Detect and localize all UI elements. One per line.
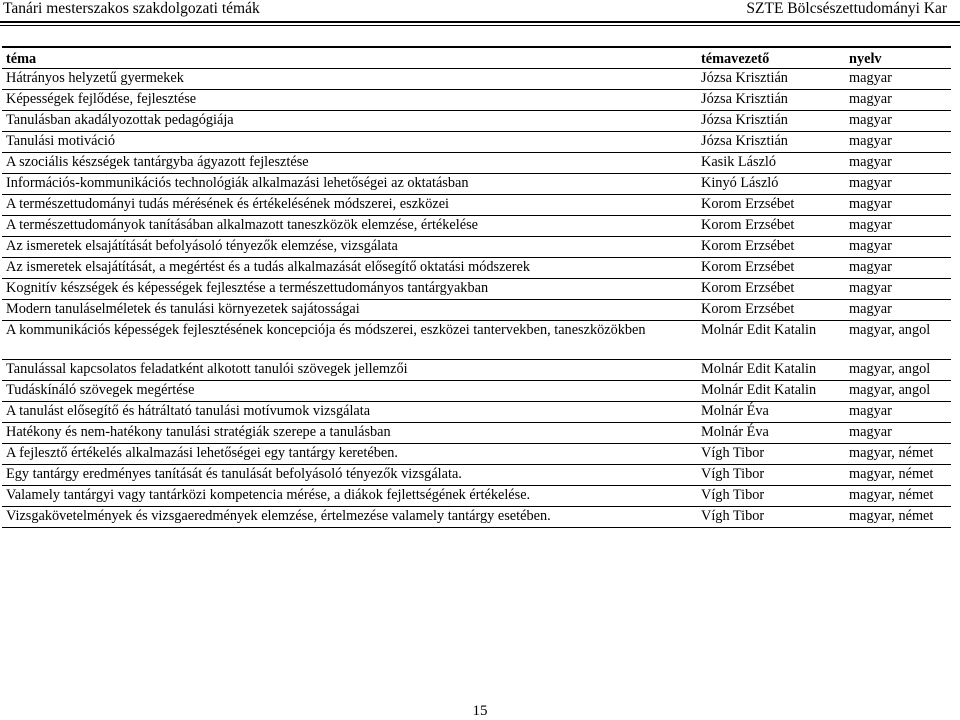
language-cell: magyar [845,195,951,216]
supervisor-cell: Korom Erzsébet [697,279,845,300]
supervisor-cell: Vígh Tibor [697,486,845,507]
table-row [2,507,951,528]
table-row [2,195,951,216]
supervisor-cell: Korom Erzsébet [697,258,845,279]
header-rule [0,21,960,23]
header-rule-thin [0,25,960,26]
header-title: Tanári mesterszakos szakdolgozati témák [3,0,260,17]
language-cell: magyar [845,69,951,90]
topic-cell: Egy tantárgy eredményes tanítását és tanulását befolyásoló tényezők vizsgálata. [2,465,697,486]
supervisor-cell: Korom Erzsébet [697,237,845,258]
language-cell: magyar, angol [845,360,951,381]
table-row [2,360,951,381]
table-row [2,174,951,195]
table-row [2,111,951,132]
table-row [2,321,951,360]
topic-cell: Tanulással kapcsolatos feladatként alkotott tanulói szövegek jellemzői [2,360,697,381]
header-institution: SZTE Bölcsészettudományi Kar [746,0,947,17]
table-row [2,153,951,174]
supervisor-cell: Korom Erzsébet [697,300,845,321]
table-row [2,90,951,111]
topic-cell: Hatékony és nem-hatékony tanulási stratégiák szerepe a tanulásban [2,423,697,444]
page-header [3,0,947,22]
table-row [2,423,951,444]
language-cell: magyar [845,402,951,423]
supervisor-cell: Molnár Éva [697,402,845,423]
column-header-supervisor: témavezető [697,47,845,69]
language-cell: magyar, német [845,444,951,465]
topic-cell: Valamely tantárgyi vagy tantárközi kompetencia mérése, a diákok fejlettségének értékelése. [2,486,697,507]
supervisor-cell: Józsa Krisztián [697,69,845,90]
topic-cell: Az ismeretek elsajátítását befolyásoló tényezők elemzése, vizsgálata [2,237,697,258]
language-cell: magyar [845,300,951,321]
language-cell: magyar [845,90,951,111]
topic-cell: A szociális készségek tantárgyba ágyazott fejlesztése [2,153,697,174]
table-row [2,465,951,486]
topic-cell: A tanulást elősegítő és hátráltató tanulási motívumok vizsgálata [2,402,697,423]
language-cell: magyar [845,258,951,279]
table-body [2,69,951,528]
table-row [2,279,951,300]
supervisor-cell: Molnár Edit Katalin [697,360,845,381]
topic-cell: A természettudományi tudás mérésének és értékelésének módszerei, eszközei [2,195,697,216]
supervisor-cell: Molnár Éva [697,423,845,444]
language-cell: magyar [845,174,951,195]
topic-cell: A kommunikációs képességek fejlesztésének koncepciója és módszerei, eszközei tantervekben, taneszközökben [2,321,697,360]
language-cell: magyar [845,132,951,153]
table-row [2,132,951,153]
language-cell: magyar [845,279,951,300]
table-header-row [2,47,951,69]
topic-cell: Vizsgakövetelmények és vizsgaeredmények elemzése, értelmezése valamely tantárgy esetében. [2,507,697,528]
table-row [2,486,951,507]
supervisor-cell: Vígh Tibor [697,507,845,528]
language-cell: magyar, német [845,465,951,486]
topic-cell: A természettudományok tanításában alkalmazott taneszközök elemzése, értékelése [2,216,697,237]
language-cell: magyar, német [845,486,951,507]
supervisor-cell: Molnár Edit Katalin [697,321,845,360]
table-row [2,381,951,402]
page-number: 15 [472,703,488,719]
supervisor-cell: Korom Erzsébet [697,216,845,237]
supervisor-cell: Józsa Krisztián [697,90,845,111]
topic-cell: Tanulási motiváció [2,132,697,153]
table-row [2,216,951,237]
topic-cell: Képességek fejlődése, fejlesztése [2,90,697,111]
topic-cell: Információs-kommunikációs technológiák alkalmazási lehetőségei az oktatásban [2,174,697,195]
table-row [2,69,951,90]
table-row [2,237,951,258]
column-header-language: nyelv [845,47,951,69]
topics-table [2,46,951,528]
language-cell: magyar [845,153,951,174]
supervisor-cell: Kinyó László [697,174,845,195]
language-cell: magyar, német [845,507,951,528]
supervisor-cell: Korom Erzsébet [697,195,845,216]
supervisor-cell: Molnár Edit Katalin [697,381,845,402]
topic-cell: Hátrányos helyzetű gyermekek [2,69,697,90]
table-row [2,444,951,465]
topic-cell: Kognitív készségek és képességek fejlesztése a természettudományos tantárgyakban [2,279,697,300]
language-cell: magyar [845,216,951,237]
supervisor-cell: Józsa Krisztián [697,111,845,132]
supervisor-cell: Józsa Krisztián [697,132,845,153]
topic-cell: Modern tanuláselméletek és tanulási környezetek sajátosságai [2,300,697,321]
supervisor-cell: Vígh Tibor [697,444,845,465]
topic-cell: Tanulásban akadályozottak pedagógiája [2,111,697,132]
topic-cell: Tudáskínáló szövegek megértése [2,381,697,402]
topic-cell: Az ismeretek elsajátítását, a megértést és a tudás alkalmazását elősegítő oktatási módszerek [2,258,697,279]
language-cell: magyar, angol [845,381,951,402]
table-row [2,402,951,423]
supervisor-cell: Vígh Tibor [697,465,845,486]
language-cell: magyar [845,111,951,132]
language-cell: magyar, angol [845,321,951,360]
topic-cell: A fejlesztő értékelés alkalmazási lehetőségei egy tantárgy keretében. [2,444,697,465]
language-cell: magyar [845,237,951,258]
column-header-topic: téma [2,47,697,69]
table-row [2,300,951,321]
language-cell: magyar [845,423,951,444]
table-row [2,258,951,279]
supervisor-cell: Kasik László [697,153,845,174]
